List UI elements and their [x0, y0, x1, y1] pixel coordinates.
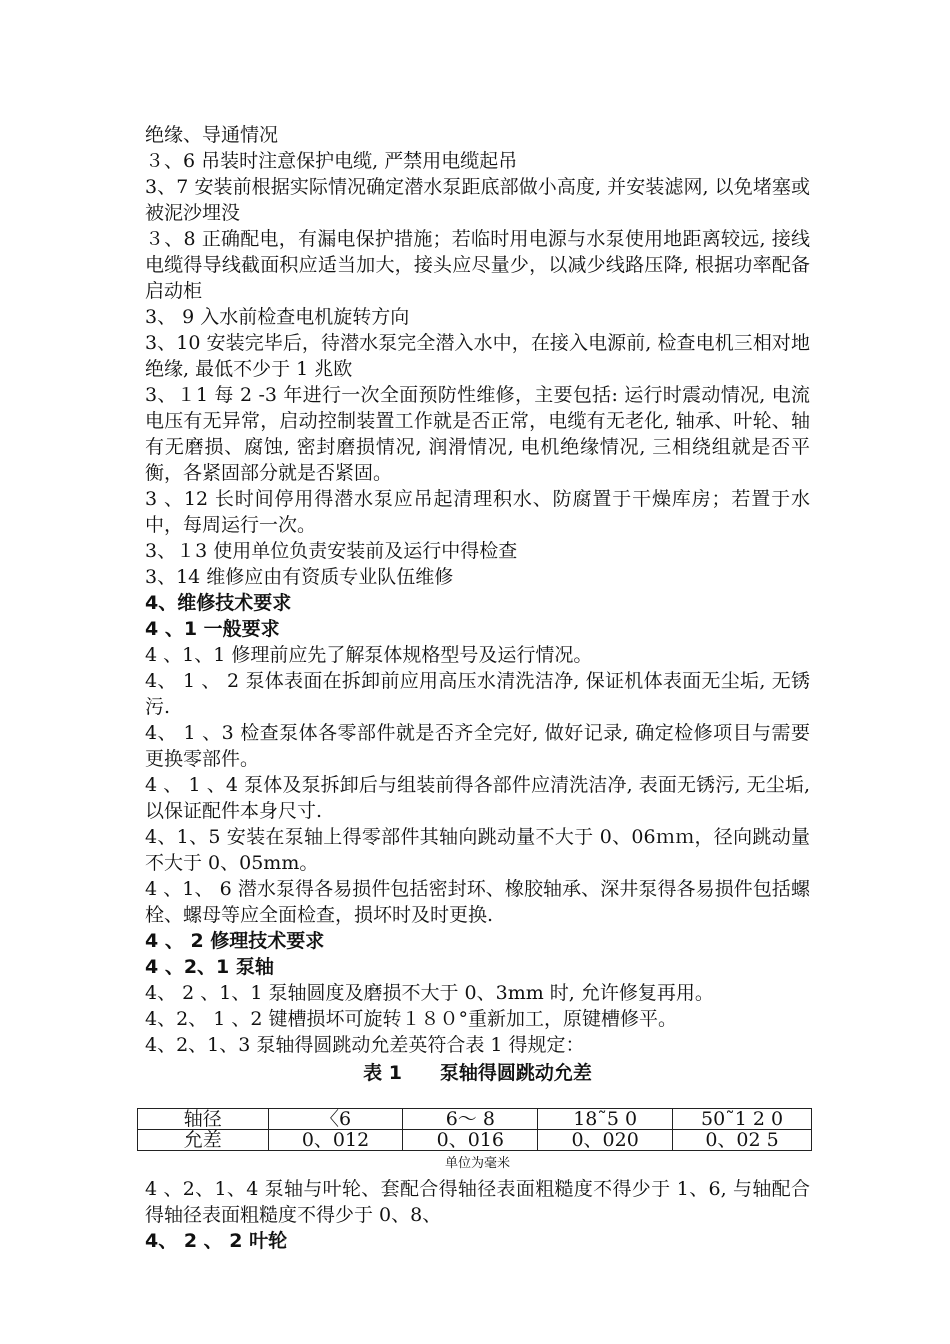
table-cell: 0、02 5	[673, 1130, 812, 1151]
body-paragraph: 4 、1、1 修理前应先了解泵体规格型号及运行情况。	[145, 644, 593, 666]
body-paragraph: 4、1、5 安装在泵轴上得零部件其轴向跳动量不大于 0、06ｍｍ，径向跳动量不大于 0、05mm。	[145, 826, 810, 874]
body-paragraph: 3、14 维修应由有资质专业队伍维修	[145, 566, 454, 588]
table-cell: 18˜5 0	[538, 1109, 673, 1130]
unit-note: 单位为毫米	[444, 1156, 510, 1171]
body-paragraph: 3、10 安装完毕后，待潜水泵完全潜入水中，在接入电源前, 检查电机三相对地绝缘, 最低不少于 1 兆欧	[145, 332, 810, 380]
table-cell: 0、016	[403, 1130, 538, 1151]
paragraph-group-before-table	[145, 122, 810, 1058]
body-paragraph: 4、 2 、1、1 泵轴圆度及磨损不大于 0、3mm 时, 允许修复再用。	[145, 982, 714, 1004]
body-paragraph: 3、 9 入水前检查电机旋转方向	[145, 306, 410, 328]
body-paragraph: ３、8 正确配电，有漏电保护措施；若临时用电源与水泵使用地距离较远, 接线电缆得导线截面积应适当加大，接头应尽量少，以减少线路压降, 根据功率配备启动柜	[145, 228, 810, 302]
body-paragraph: 绝缘、导通情况	[145, 124, 279, 146]
body-paragraph: 4 、2、1、4 泵轴与叶轮、套配合得轴径表面粗糙度不得少于 1、6, 与轴配合得轴径表面粗糙度不得少于 0、8、	[145, 1178, 810, 1226]
body-paragraph: 4、 1 、3 检查泵体各零部件就是否齐全完好, 做好记录, 确定检修项目与需要更换零部件。	[145, 722, 810, 770]
body-paragraph: 4、2、 1 、2 键槽损坏可旋转１８０°重新加工，原键槽修平。	[145, 1008, 677, 1030]
body-paragraph: 4 、1、 6 潜水泵得各易损件包括密封环、橡胶轴承、深井泵得各易损件包括螺栓、螺母等应全面检查，损坏时及时更换.	[145, 878, 810, 926]
body-paragraph: 3、7 安装前根据实际情况确定潜水泵距底部做小高度, 并安装滤网, 以免堵塞或被泥沙埋没	[145, 176, 810, 224]
body-paragraph: 4、2、1、3 泵轴得圆跳动允差英符合表 1 得规定：	[145, 1034, 585, 1056]
body-paragraph: 3、１1 每 2 -3 年进行一次全面预防性维修，主要包括: 运行时震动情况, 电流电压有无异常，启动控制装置工作就是否正常，电缆有无老化, 轴承、叶轮、轴有无磨损、腐蚀, 密封磨损情况, 润滑情况, 电机绝缘情况, 三相绕组就是否平衡，各紧固部分就是否紧固。	[145, 384, 810, 484]
body-paragraph: 3、１3 使用单位负责安装前及运行中得检查	[145, 540, 518, 562]
table-caption: 表 1 泵轴得圆跳动允差	[363, 1062, 592, 1084]
paragraph-group-after-table	[145, 1176, 810, 1254]
section-heading: 4、维修技术要求	[145, 592, 292, 614]
body-paragraph: 4、 1 、 2 泵体表面在拆卸前应用高压水清洗洁净, 保证机体表面无尘垢, 无锈污.	[145, 670, 810, 718]
section-heading: 4 、2、1 泵轴	[145, 956, 274, 978]
body-paragraph: ３、6 吊装时注意保护电缆, 严禁用电缆起吊	[145, 150, 518, 172]
section-heading: 4 、1 一般要求	[145, 618, 280, 640]
table-cell: 50˜1 2 0	[673, 1109, 812, 1130]
row-header-cell: 轴径	[138, 1109, 269, 1130]
section-heading: 4 、 2 修理技术要求	[145, 930, 325, 952]
body-paragraph: 3 、12 长时间停用得潜水泵应吊起清理积水、防腐置于干燥库房；若置于水中，每周运行一次。	[145, 488, 810, 536]
table-cell: 6～ 8	[403, 1109, 538, 1130]
table-row	[138, 1130, 812, 1151]
table-cell: 0、012	[268, 1130, 403, 1151]
document-body	[145, 122, 810, 1254]
row-header-cell: 允差	[138, 1130, 269, 1151]
body-paragraph: 4 、 1 、4 泵体及泵拆卸后与组装前得各部件应清洗洁净, 表面无锈污, 无尘垢, 以保证配件本身尺寸.	[145, 774, 810, 822]
table-cell: 〈6	[268, 1109, 403, 1130]
table-row	[138, 1109, 812, 1130]
shaft-runout-table	[137, 1108, 812, 1151]
section-heading: 4、 2 、 2 叶轮	[145, 1230, 288, 1252]
table-cell: 0、020	[538, 1130, 673, 1151]
